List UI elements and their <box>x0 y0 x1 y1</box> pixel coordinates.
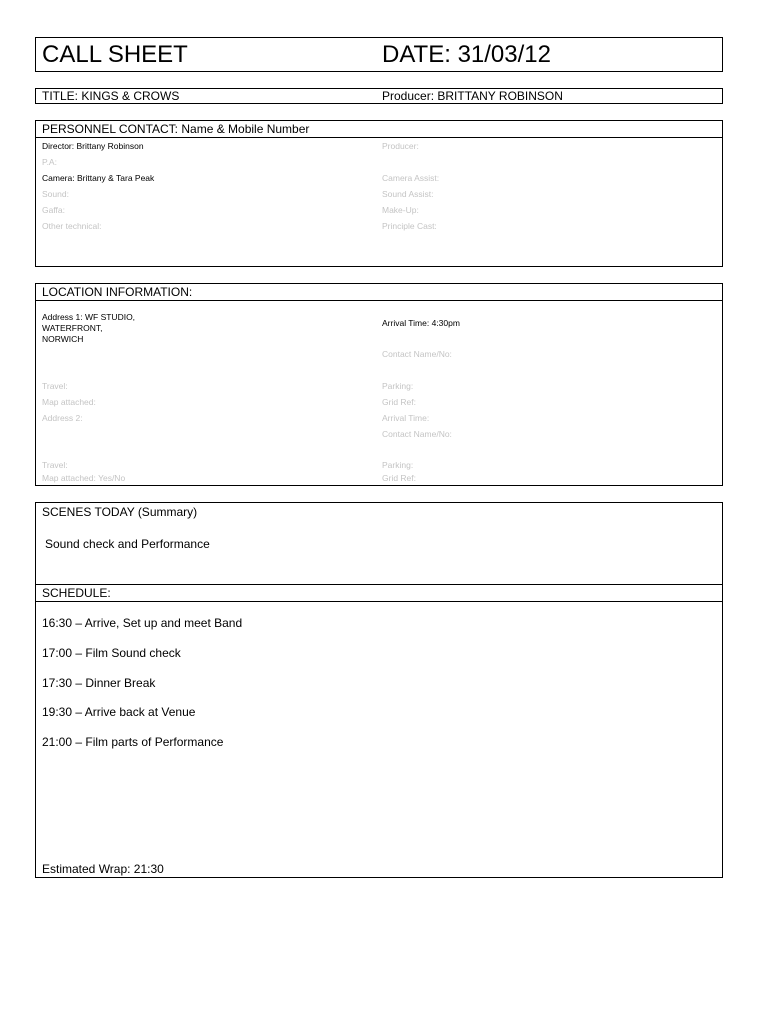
address1-line3: NORWICH <box>42 334 84 344</box>
personnel-pa: P.A: <box>42 157 57 167</box>
parking-2: Parking: <box>382 460 414 470</box>
parking-1: Parking: <box>382 381 414 391</box>
schedule-heading: SCHEDULE: <box>42 586 111 600</box>
location-information-section <box>35 283 723 486</box>
travel-1: Travel: <box>42 381 68 391</box>
schedule-item: 19:30 – Arrive back at Venue <box>42 705 196 719</box>
schedule-item: 21:00 – Film parts of Performance <box>42 735 224 749</box>
personnel-sound-assist: Sound Assist: <box>382 189 434 199</box>
schedule-item: 17:30 – Dinner Break <box>42 676 156 690</box>
personnel-camera-assist: Camera Assist: <box>382 173 440 183</box>
schedule-header-row <box>36 584 722 602</box>
personnel-principle-cast: Principle Cast: <box>382 221 437 231</box>
producer-name: Producer: BRITTANY ROBINSON <box>382 89 563 103</box>
call-sheet-title: CALL SHEET <box>42 41 188 68</box>
estimated-wrap: Estimated Wrap: 21:30 <box>42 862 164 876</box>
personnel-producer: Producer: <box>382 141 419 151</box>
arrival-time-1: Arrival Time: 4:30pm <box>382 318 460 328</box>
location-header-row <box>36 284 722 301</box>
date-label: DATE: 31/03/12 <box>382 41 551 68</box>
location-heading: LOCATION INFORMATION: <box>42 285 193 299</box>
title-producer-row <box>35 88 723 104</box>
scenes-heading: SCENES TODAY (Summary) <box>42 505 198 519</box>
personnel-header-row <box>36 121 722 138</box>
call-sheet-header <box>35 37 723 72</box>
contact-name-2: Contact Name/No: <box>382 429 452 439</box>
address-2: Address 2: <box>42 413 83 423</box>
schedule-item: 16:30 – Arrive, Set up and meet Band <box>42 616 243 630</box>
personnel-camera: Camera: Brittany & Tara Peak <box>42 173 155 183</box>
personnel-sound: Sound: <box>42 189 69 199</box>
personnel-other-technical: Other technical: <box>42 221 102 231</box>
personnel-director: Director: Brittany Robinson <box>42 141 144 151</box>
personnel-gaffa: Gaffa: <box>42 205 65 215</box>
schedule-item: 17:00 – Film Sound check <box>42 646 181 660</box>
personnel-contact-section <box>35 120 723 267</box>
contact-name-1: Contact Name/No: <box>382 349 452 359</box>
grid-ref-2: Grid Ref: <box>382 473 417 483</box>
map-attached-2: Map attached: Yes/No <box>42 473 126 483</box>
address1-line2: WATERFRONT, <box>42 323 103 333</box>
scenes-schedule-section <box>35 502 723 878</box>
grid-ref-1: Grid Ref: <box>382 397 417 407</box>
travel-2: Travel: <box>42 460 68 470</box>
production-title: TITLE: KINGS & CROWS <box>42 89 180 103</box>
map-attached-1: Map attached: <box>42 397 96 407</box>
scenes-summary: Sound check and Performance <box>45 537 210 551</box>
personnel-heading: PERSONNEL CONTACT: Name & Mobile Number <box>42 122 310 136</box>
personnel-make-up: Make-Up: <box>382 205 419 215</box>
address1-line1: Address 1: WF STUDIO, <box>42 312 136 322</box>
arrival-time-2: Arrival Time: <box>382 413 430 423</box>
